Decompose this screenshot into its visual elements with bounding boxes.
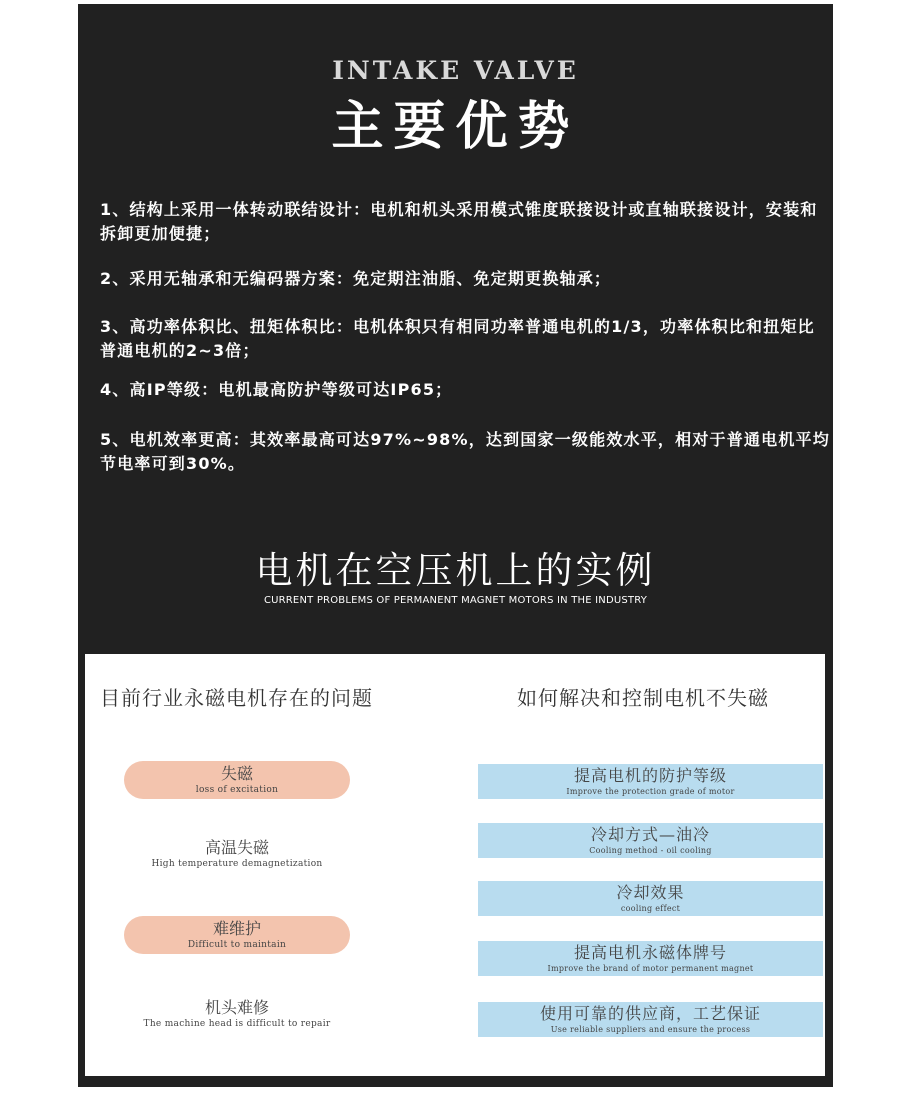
solution-bar [478, 823, 823, 858]
solution-en: cooling effect [620, 904, 681, 913]
section-subtitle: CURRENT PROBLEMS OF PERMANENT MAGNET MOTORS IN THE INDUSTRY [263, 595, 648, 606]
problem-item [105, 998, 369, 1030]
solution-zh: 提高电机的防护等级 [573, 766, 727, 785]
solutions-heading: 如何解决和控制电机不失磁 [517, 686, 769, 710]
problem-item [124, 764, 350, 796]
advantage-item: 2、采用无轴承和无编码器方案：免定期注油脂、免定期更换轴承； [100, 269, 612, 288]
comparison-card [85, 654, 825, 1076]
advantage-item: 3、高功率体积比、扭矩体积比：电机体积只有相同功率普通电机的1/3，功率体积比和扭矩比普通电机的2~3倍； [100, 317, 815, 360]
solution-en: Improve the brand of motor permanent magnet [547, 964, 754, 973]
problem-zh: 机头难修 [204, 998, 269, 1017]
problem-en: loss of excitation [195, 785, 279, 795]
solution-bar [478, 764, 823, 799]
problem-zh: 难维护 [212, 919, 261, 938]
solution-zh: 提高电机永磁体牌号 [573, 943, 727, 962]
solution-zh: 使用可靠的供应商，工艺保证 [539, 1004, 761, 1023]
problem-zh: 失磁 [220, 764, 253, 783]
solution-zh: 冷却效果 [616, 883, 685, 902]
problem-zh: 高温失磁 [204, 838, 269, 857]
advantage-item: 5、电机效率更高：其效率最高可达97%~98%，达到国家一级能效水平，相对于普通电机平均节电率可到30%。 [100, 430, 830, 473]
advantage-item: 1、结构上采用一体转动联结设计：电机和机头采用模式锥度联接设计或直轴联接设计，安装和拆卸更加便捷； [100, 200, 818, 243]
section-title: 电机在空压机上的实例 [255, 549, 656, 592]
problem-en: Difficult to maintain [187, 940, 287, 950]
solution-en: Improve the protection grade of motor [566, 787, 735, 796]
advantage-item: 4、高IP等级：电机最高防护等级可达IP65； [100, 380, 453, 399]
solution-zh: 冷却方式—油冷 [590, 825, 710, 844]
solution-en: Cooling method - oil cooling [589, 846, 712, 855]
problem-item [124, 919, 350, 951]
problem-en: The machine head is difficult to repair [143, 1019, 331, 1029]
solution-bar [478, 881, 823, 916]
problem-item [115, 838, 359, 870]
solution-en: Use reliable suppliers and ensure the process [550, 1025, 751, 1034]
header-kicker: INTAKE VALVE [332, 56, 579, 85]
page-title: 主要优势 [331, 97, 580, 157]
problem-en: High temperature demagnetization [151, 859, 323, 869]
solution-bar [478, 1002, 823, 1037]
problems-heading: 目前行业永磁电机存在的问题 [100, 686, 373, 710]
solution-bar [478, 941, 823, 976]
